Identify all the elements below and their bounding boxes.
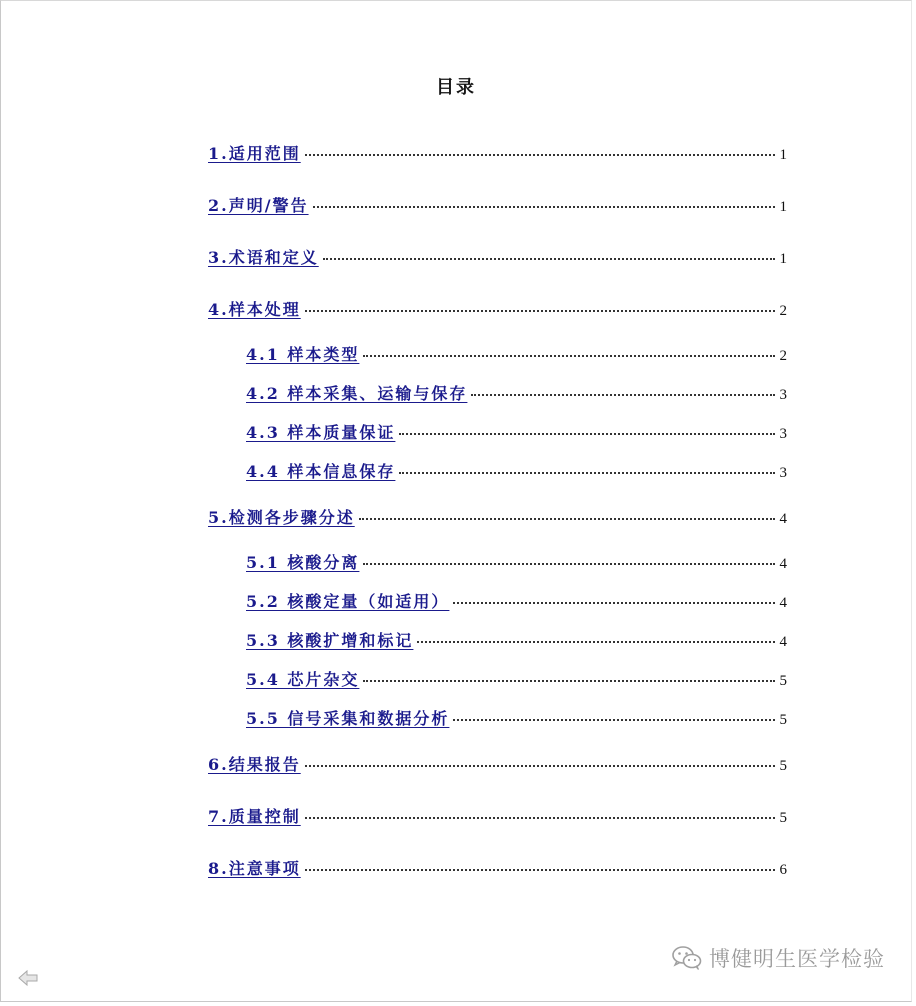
- toc-dot-leader: [453, 719, 775, 721]
- toc-page-number: 4: [779, 511, 787, 527]
- toc-page-number: 4: [779, 634, 787, 650]
- toc-entry[interactable]: [208, 141, 787, 163]
- toc-dot-leader: [363, 680, 775, 682]
- toc-page-number: 3: [779, 426, 787, 442]
- toc-page-number: 4: [779, 556, 787, 572]
- toc-entry-link[interactable]: 5.检测各步骤分述: [208, 508, 355, 527]
- toc-entry-link[interactable]: 4.1 样本类型: [246, 345, 360, 364]
- toc-entry[interactable]: [246, 381, 787, 403]
- toc-entry[interactable]: [208, 804, 787, 826]
- toc-entry[interactable]: [246, 706, 787, 728]
- toc-page-number: 5: [779, 712, 787, 728]
- toc-dot-leader: [471, 394, 775, 396]
- toc-entry-link[interactable]: 5.1 核酸分离: [246, 553, 360, 572]
- toc-entry-link[interactable]: 1.适用范围: [208, 144, 301, 163]
- toc-entry-link[interactable]: 5.3 核酸扩增和标记: [246, 631, 414, 650]
- toc-dot-leader: [399, 472, 775, 474]
- toc-entry-link[interactable]: 8.注意事项: [208, 859, 301, 878]
- toc-entry[interactable]: [246, 550, 787, 572]
- toc-entry-link[interactable]: 2.声明/警告: [208, 196, 309, 215]
- toc-page-number: 2: [779, 303, 787, 319]
- toc-entry-link[interactable]: 3.术语和定义: [208, 248, 319, 267]
- toc-page-number: 1: [779, 147, 787, 163]
- toc-page-number: 6: [779, 862, 787, 878]
- toc-title: 目录: [436, 77, 476, 98]
- toc-entry[interactable]: [208, 193, 787, 215]
- toc-entry[interactable]: [246, 628, 787, 650]
- toc-dot-leader: [305, 765, 775, 767]
- toc-entry-link[interactable]: 6.结果报告: [208, 755, 301, 774]
- toc-entry-link[interactable]: 5.5 信号采集和数据分析: [246, 709, 450, 728]
- toc-page-number: 5: [779, 758, 787, 774]
- toc-page-number: 1: [779, 199, 787, 215]
- toc-dot-leader: [359, 518, 775, 520]
- toc-dot-leader: [323, 258, 775, 260]
- toc-entry[interactable]: [208, 505, 787, 527]
- toc-entry[interactable]: [246, 589, 787, 611]
- toc-entry-link[interactable]: 4.样本处理: [208, 300, 301, 319]
- toc-dot-leader: [363, 355, 775, 357]
- toc-entry-link[interactable]: 5.4 芯片杂交: [246, 670, 360, 689]
- toc-dot-leader: [399, 433, 775, 435]
- toc-dot-leader: [305, 817, 775, 819]
- toc-dot-leader: [305, 869, 775, 871]
- toc-entry[interactable]: [208, 856, 787, 878]
- toc-page-number: 5: [779, 673, 787, 689]
- toc-entry-link[interactable]: 4.2 样本采集、运输与保存: [246, 384, 468, 403]
- toc-entry[interactable]: [246, 420, 787, 442]
- toc-entry-link[interactable]: 7.质量控制: [208, 807, 301, 826]
- toc-page-number: 1: [779, 251, 787, 267]
- toc-dot-leader: [305, 310, 775, 312]
- toc-entry[interactable]: [208, 245, 787, 267]
- toc-page-number: 4: [779, 595, 787, 611]
- toc-dot-leader: [363, 563, 775, 565]
- toc-dot-leader: [313, 206, 775, 208]
- toc-entry-link[interactable]: 4.3 样本质量保证: [246, 423, 396, 442]
- toc-page-number: 5: [779, 810, 787, 826]
- toc-entry-link[interactable]: 5.2 核酸定量（如适用）: [246, 592, 450, 611]
- wechat-icon: [671, 945, 703, 971]
- toc-dot-leader: [453, 602, 775, 604]
- toc-page-number: 2: [779, 348, 787, 364]
- toc-dot-leader: [417, 641, 775, 643]
- toc-entry[interactable]: [246, 342, 787, 364]
- watermark-text: 博健明生医学检验: [709, 947, 885, 971]
- toc-entry-link[interactable]: 4.4 样本信息保存: [246, 462, 396, 481]
- watermark: [671, 943, 885, 973]
- toc-page-number: 3: [779, 387, 787, 403]
- toc-entry[interactable]: [246, 667, 787, 689]
- toc-page-number: 3: [779, 465, 787, 481]
- back-arrow-icon[interactable]: [17, 969, 39, 987]
- toc-entry[interactable]: [208, 297, 787, 319]
- toc-entry[interactable]: [208, 752, 787, 774]
- toc-entry[interactable]: [246, 459, 787, 481]
- toc-dot-leader: [305, 154, 775, 156]
